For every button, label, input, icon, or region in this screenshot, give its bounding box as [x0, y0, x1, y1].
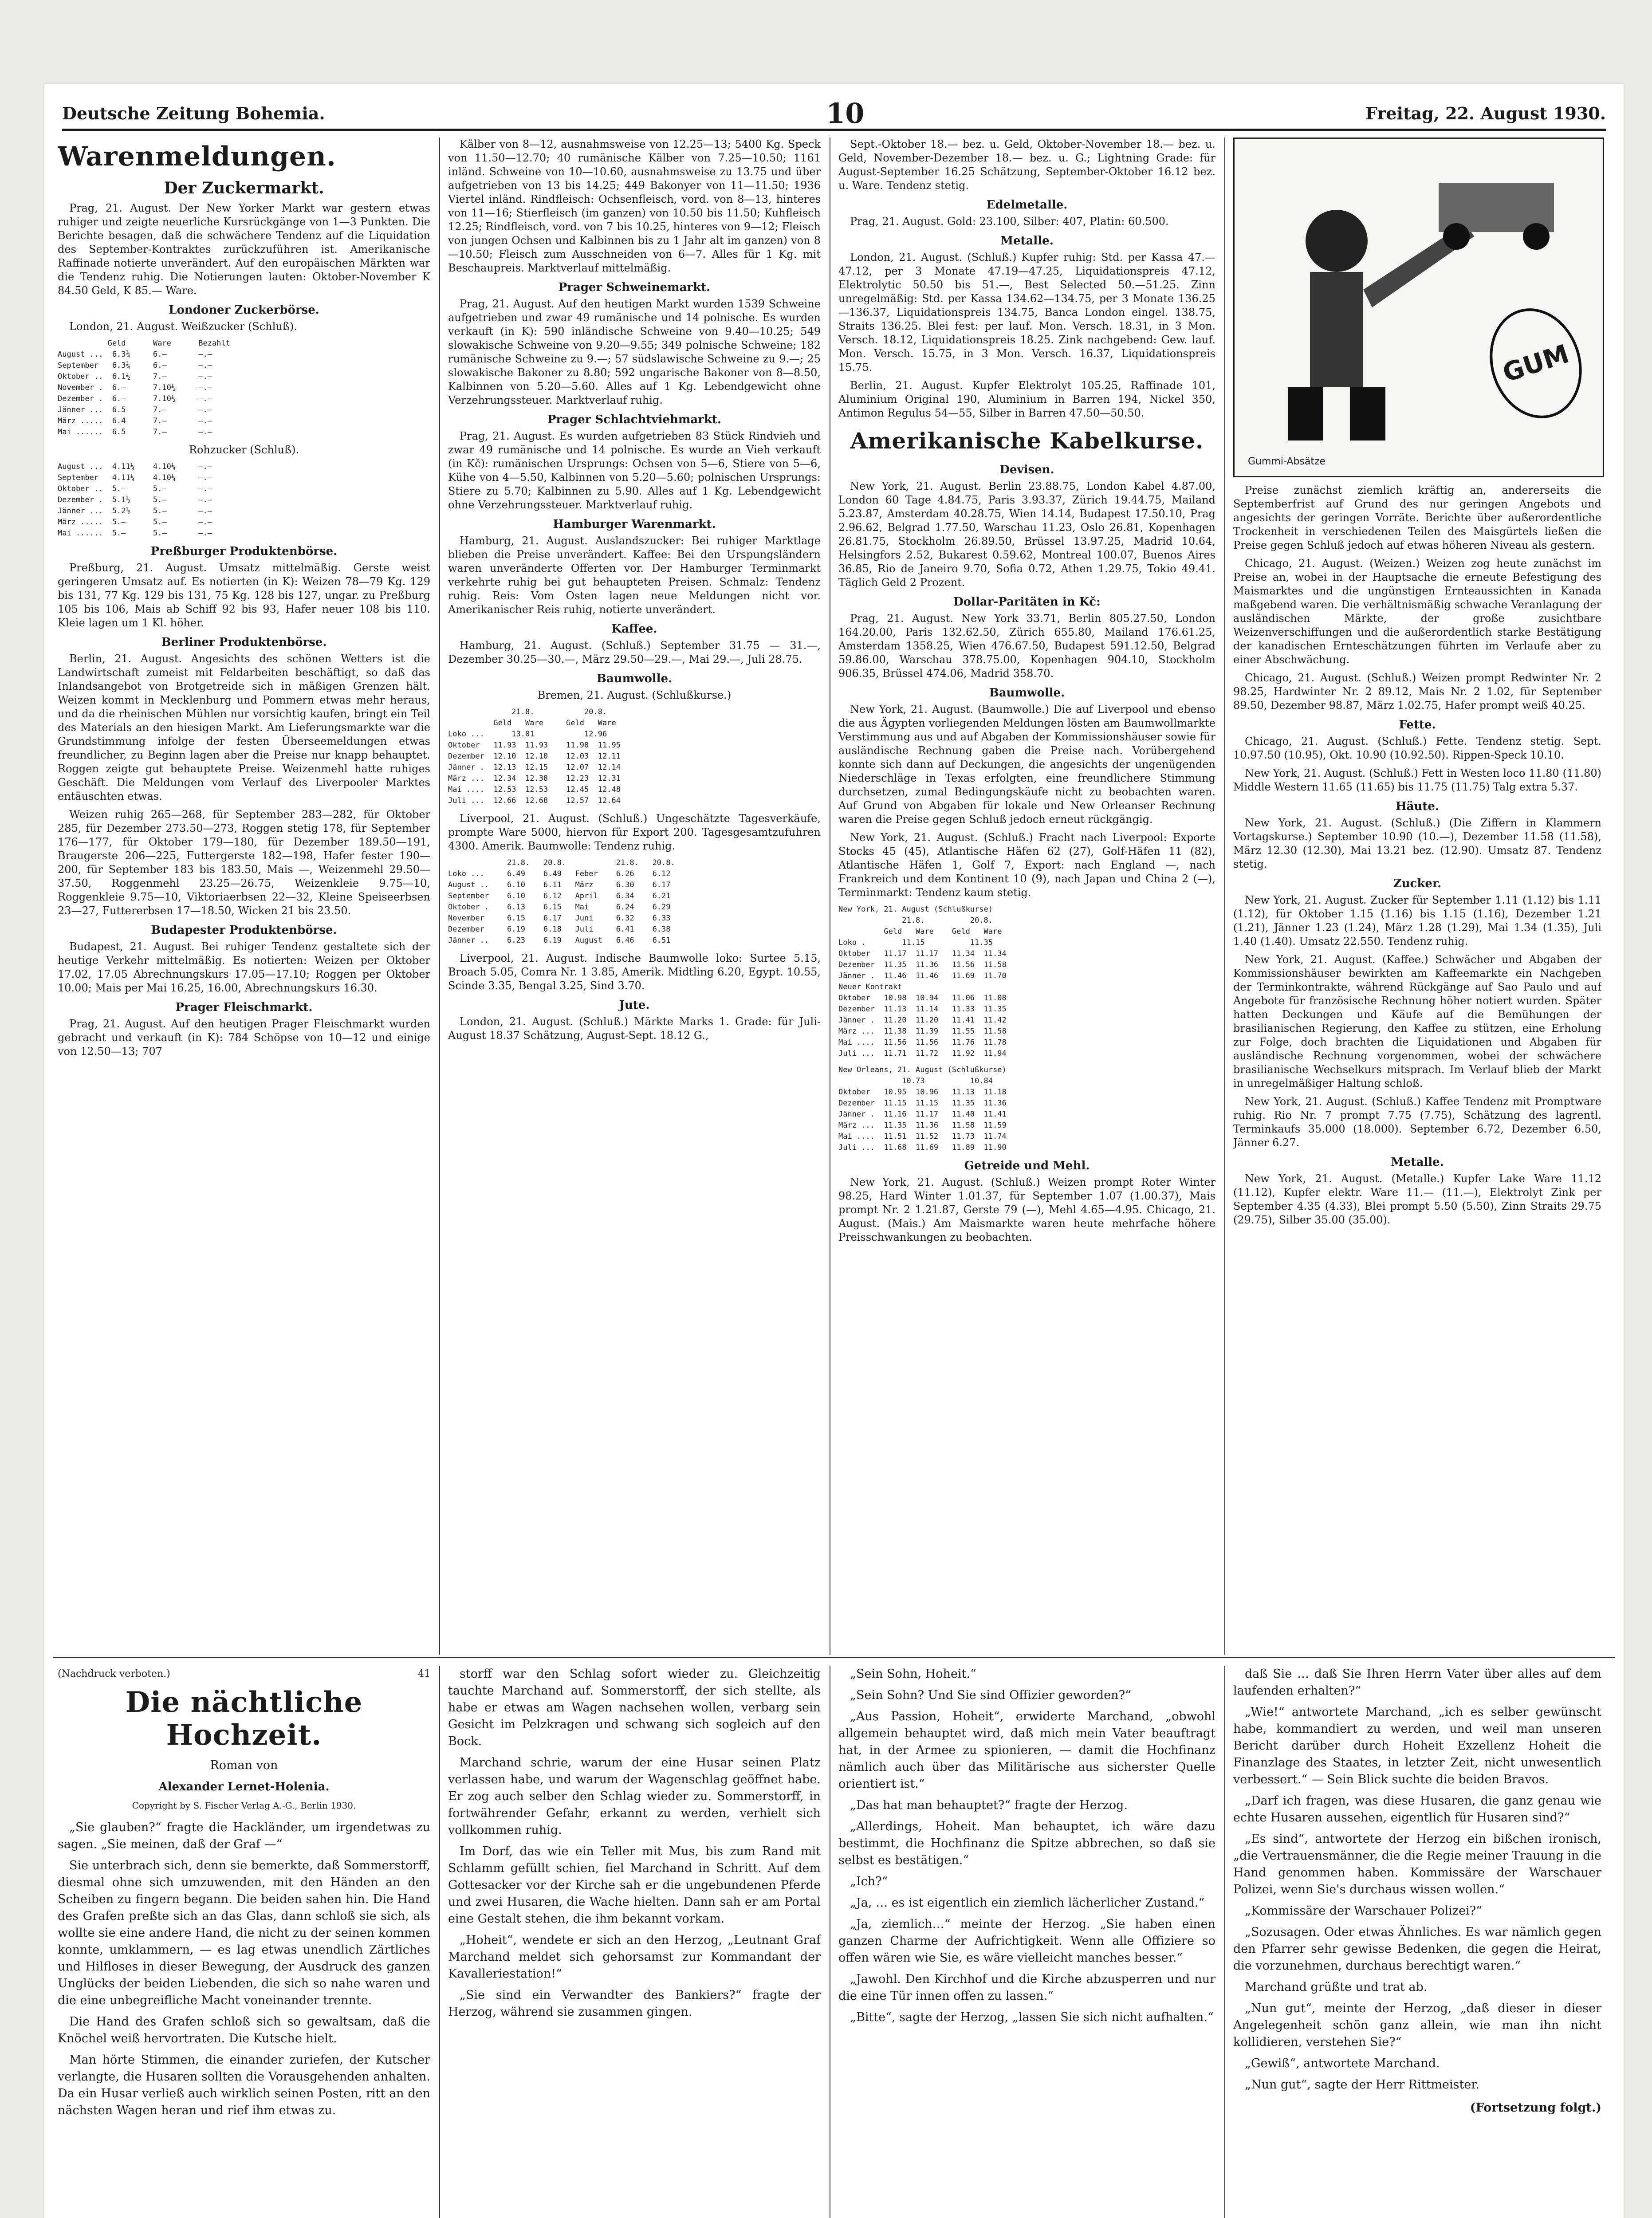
article-body: Sept.-Oktober 18.— bez. u. Geld, Oktober-November 18.— bez. u. Geld, November-Dezember 18.— bez. u. G.; Lightning Grade: für August-September 16.25 Schätzung, September-Oktober 16.12 bez. u. Ware. Tendenz stetig. — [838, 138, 1215, 192]
article-heading: Metalle. — [1391, 1156, 1444, 1169]
article-body: Weizen ruhig 265—268, für September 283—282, für Oktober 285, für Dezember 273.50—273, Roggen stetig 178, für September 176—177, für Oktober 179—180, für Dezember 189.50—191, Braugerste 206—225, Futtergerste 182—198, Hafer fester 190—200, für September 183 bis 183.50, Mais —, Weizenmehl 29.50—37.50, Roggenmehl 23.25—26.75, Weizenkleie 9.75—10, Roggenkleie 9.75—10, Viktoriaerbsen 22—32, Kleine Speiseerbsen 23—27, Futtererbsen 17—18.50, Wicken 21 bis 23.50. — [58, 808, 430, 917]
novel-paragraph: „Jawohl. Den Kirchhof und die Kirche abzusperren und nur die eine Tür innen offen zu lassen.“ — [838, 1972, 1215, 2003]
novel-paragraph: „Aus Passion, Hoheit“, erwiderte Marchand, „obwohl allgemein behauptet wird, daß mich mein Vater beauftragt hat, in der Armee zu spionieren, — damit die Hochfinanz nämlich auch über das Militärische aus sicherster Quelle orientiert ist.“ — [838, 1710, 1215, 1791]
article-body: Berlin, 21. August. Angesichts des schönen Wetters ist die Landwirtschaft zumeist mit Feldarbeiten beschäftigt, so daß das Inlandsangebot von Brotgetreide sich in mäßigen Grenzen hält. Weizen kommt in Mecklenburg und Pommern etwas mehr heraus, und da die rheinischen Mühlen nur vorsichtig kaufen, bringt ein Teil des Materials an den hiesigen Markt. Am Lieferungsmarkte war die Grundstimmung infolge der festen Überseemeldungen etwas freundlicher, zu Beginn lagen aber die Preise nur knapp behauptet. Roggen zeigte gut behauptete Preise. Weizenmehl hatte ruhiges Geschäft. Die Meldungen vom Verlauf des Liverpooler Marktes entäuschten etwas. — [58, 653, 430, 802]
article-body: Liverpool, 21. August. Indische Baumwolle loko: Surtee 5.15, Broach 5.05, Comra Nr. 1 3.85, Amerik. Midtling 6.20, Egypt. 10.55, Scinde 3.35, Bengal 3.25, Sind 3.70. — [448, 952, 821, 992]
market-column-4 — [1233, 484, 1601, 1655]
article-body: London, 21. August. (Schluß.) Märkte Marks 1. Grade: für Juli-August 18.37 Schätzung, August-Sept. 18.12 G., — [448, 1015, 821, 1042]
issue-date: Freitag, 22. August 1930. — [1365, 103, 1606, 123]
novel-paragraph: „Hoheit“, wendete er sich an den Herzog, „Leutnant Graf Marchand meldet sich gehorsamst zur Kommandant der Kavalleriestation!“ — [448, 1933, 821, 1981]
novel-paragraph: „Wie!“ antwortete Marchand, „ich es selber gewünscht habe, kommandiert zu werden, und weil man unseren Bericht darüber durch Hoheit Exzellenz Hoheit die Finanzlage des Staates, in letzter Zeit, nicht unwesentlich verbessert.“ — Sein Blick suchte die beiden Bravos. — [1233, 1705, 1601, 1786]
price-table: 21.8. 20.8. 21.8. 20.8. Loko ... 6.49 6.49 Feber 6.26 6.12 August .. 6.10 6.11 März 6.30 6.17 September 6.10 6.12 April 6.34 6.21 Oktober . 6.13 6.15 Mai 6.24 6.29 November 6.15 6.17 Juni 6.32 6.33 Dezember 6.19 6.18 Juli 6.41 6.38 Jänner .. 6.23 6.19 August 6.46 6.51 — [448, 858, 675, 945]
ad-caption: Gummi-Absätze — [1248, 456, 1326, 467]
novel-paragraph: „Ich?“ — [850, 1875, 888, 1888]
article-heading: Der Zuckermarkt. — [164, 179, 324, 197]
column-rule — [1224, 1666, 1225, 2218]
advertisement — [1233, 138, 1604, 477]
episode-number: 41 — [418, 1668, 430, 1679]
article-body: Chicago, 21. August. (Schluß.) Weizen prompt Redwinter Nr. 2 98.25, Hardwinter Nr. 2 89.12, Mais Nr. 2 1.02, für September 89.50, Dezember 98.87, März 1.02.75, Hafer prompt weiß 40.25. — [1233, 672, 1601, 712]
newspaper-page — [44, 84, 1624, 2218]
article-heading: Zucker. — [1393, 877, 1442, 890]
continued-notice: (Fortsetzung folgt.) — [1470, 2101, 1601, 2115]
novel-paragraph: Marchand schrie, warum der eine Husar seinen Platz verlassen habe, und warum der Wagenschlag geöffnet habe. Er zog auch selber den Schlag wieder zu. Sommerstorff, in fortwährender Gefahr, erkannt zu werden, verhielt sich vollkommen ruhig. — [448, 1756, 821, 1837]
article-heading: Jute. — [619, 999, 650, 1012]
article-body: Prag, 21. August. Der New Yorker Markt war gestern etwas ruhiger und zeigte neuerliche Kursrückgänge von 1—3 Punkten. Die Berichte besagen, daß die schwächere Tendenz auf die Liquidation des September-Kontraktes zurückzuführen ist. Amerikanische Raffinade notierte unverändert. Auf den europäischen Märkten war die Tendenz ruhig. Die Notierungen lauten: Oktober-November K 84.50 Geld, K 85.— Ware. — [58, 202, 430, 297]
article-body: Hamburg, 21. August. (Schluß.) September 31.75 — 31.—, Dezember 30.25—30.—, März 29.50—29.—, Mai 29.—, Juli 28.75. — [448, 639, 821, 665]
article-body: New York, 21. August. (Schluß.) Weizen prompt Roter Winter 98.25, Hard Winter 1.01.37, für September 1.07 (1.00.37), Mais prompt Nr. 2 1.21.87, Gerste 79 (—), Mehl 4.65—4.95. Chicago, 21. August. (Mais.) Am Maismarkte waren heute mehrfache höhere Preisschwankungen zu beobachten. — [838, 1176, 1215, 1243]
article-heading: Dollar-Paritäten in Kč: — [953, 595, 1101, 609]
novel-paragraph: „Sozusagen. Oder etwas Ähnliches. Es war nämlich gegen den Pfarrer sehr gewisse Bedenken, die gegen die Heirat, die vorzunehmen, durchaus berechtigt waren.“ — [1233, 1925, 1601, 1973]
article-heading: Preßburger Produktenbörse. — [150, 545, 338, 558]
article-body: Bremen, 21. August. (Schlußkurse.) — [537, 689, 732, 701]
article-body: Prag, 21. August. New York 33.71, Berlin 805.27.50, London 164.20.00, Paris 132.62.50, Zürich 655.80, Mailand 176.61.25, Amsterdam 1358.25, Wien 476.67.50, Budapest 591.12.50, Belgrad 59.86.00, Warschau 378.75.00, Kopenhagen 904.10, Stockholm 906.35, Brüssel 474.06, Madrid 358.70. — [838, 612, 1215, 680]
article-body: London, 21. August. (Schluß.) Kupfer ruhig: Std. per Kassa 47.—47.12, per 3 Monate 47.19—47.25, Liquidationspreis 47.12, Elektrolytic 50.50 bis 51.—, Best Selected 50.—51.25. Zinn unregelmäßig: Std. per Kassa 134.62—134.75, per 3 Monate 136.25—136.37, Liquidationspreis 134.75, Banca London eingel. 138.75, Straits 136.25. Blei fest: per lauf. Mon. Versch. 18.31, in 3 Mon. Versch. 18.12, Liquidationspreis 18.25. Zink nachgebend: Gew. lauf. Mon. Versch. 15.75, in 3 Mon. Versch. 16.37, Liquidationspreis 15.75. — [838, 251, 1215, 374]
novel-paragraph: Sie unterbrach sich, denn sie bemerkte, daß Sommerstorff, diesmal ohne sich umzuwenden, mit den Händen an den Scheiben zu fingern begann. Die beiden sahen hin. Die Hand des Grafen preßte sich an das Glas, dann schloß sie sich, als wollte sie eine andere Hand, die nicht zu der seinen kommen konnte, umklammern, — es lag etwas unendlich Zärtliches und Hilfloses in dieser Bewegung, der Ausdruck des ganzen Unglücks der beiden Liebenden, die sich so nahe waren und die eine unbegreifliche Macht voneinander trennte. — [58, 1859, 430, 2007]
market-column-1 — [58, 138, 430, 1655]
article-heading: Berliner Produktenbörse. — [161, 636, 327, 649]
novel-title: Die nächtliche Hochzeit. — [125, 1686, 363, 1752]
article-body: New York, 21. August. (Schluß.) Fracht nach Liverpool: Exporte Stocks 45 (45), Atlantische Häfen 62 (27), Golf-Häfen 11 (82), Atlantische Häfen 1, Golf 7, Export: nach England —, nach Frankreich und dem Kontinent 10 (9), nach Japan und China 2 (—), Terminmarkt: Tendenz kaum stetig. — [838, 831, 1215, 899]
novel-column-1 — [58, 1666, 430, 2218]
novel-header — [58, 1666, 430, 1683]
novel-paragraph: storff war den Schlag sofort wieder zu. Gleichzeitig tauchte Marchand auf. Sommerstorff, der sich stellte, als habe er etwas am Wagen nachsehen wollen, verbarg sein Gesicht im Pelzkragen und schwang sich sogleich auf den Bock. — [448, 1667, 821, 1748]
novel-column-2 — [448, 1666, 821, 2218]
novel-paragraph: „Gewiß“, antwortete Marchand. — [1245, 2057, 1440, 2070]
article-heading: Devisen. — [999, 463, 1054, 476]
article-heading: Getreide und Mehl. — [964, 1159, 1090, 1172]
novel-paragraph: Die Hand des Grafen schloß sich so gewaltsam, daß die Knöchel weiß hervortraten. Die Kutsche hielt. — [58, 2015, 430, 2045]
column-rule — [439, 138, 440, 1655]
column-rule — [439, 1666, 440, 2218]
page-number: 10 — [826, 97, 865, 130]
article-body: Rohzucker (Schluß). — [189, 444, 299, 456]
article-body: New York, 21. August. Berlin 23.88.75, London Kabel 4.87.00, London 60 Tage 4.84.75, Paris 3.93.37, Zürich 19.44.75, Mailand 5.23.87, Amsterdam 40.28.75, Wien 14.14, Budapest 17.50.10, Prag 2.96.62, Belgrad 1.77.50, Warschau 11.23, Oslo 26.81, Kopenhagen 26.81.75, Stockholm 26.89.50, Brüssel 13.97.25, Madrid 10.64, Helsingfors 2.52, Bukarest 0.59.62, Montreal 100.07, Buenos Aires 36.85, Rio de Janeiro 9.70, Sofia 0.72, Athen 1.29.75, Tokio 49.41. Täglich Geld 2 Prozent. — [838, 480, 1215, 589]
article-body: Budapest, 21. August. Bei ruhiger Tendenz gestaltete sich der heutige Verkehr mittelmäßig. Es notierten: Weizen per Oktober 17.02, 17.05 Abrechnungskurs 17.05—17.10; Roggen per Oktober 10.00; Mais per Mai 16.25, 16.00, Abrechnungskurs 16.30. — [58, 940, 430, 994]
section-divider — [53, 1657, 1615, 1658]
novel-paragraph: „Es sind“, antwortete der Herzog ein bißchen ironisch, „die Vertrauensmänner, die die Regie meiner Trauung in die Hand genommen haben. Kommissäre der Warschauer Polizei, wenn Sie's durchaus wissen wollen.“ — [1233, 1832, 1601, 1896]
article-body: London, 21. August. Weißzucker (Schluß). — [69, 320, 297, 333]
article-heading: Prager Schweinemarkt. — [558, 281, 711, 294]
article-heading: Häute. — [1396, 800, 1439, 813]
article-body: New York, 21. August. (Kaffee.) Schwächer und Abgaben der Kommissionshäuser bewirkten am Kaffeemarkte ein Nachgeben der Terminkontrakte, während Rückgänge auf Sao Paulo und auf Angebote für französische Rechnung höher notiert wurden. Später hatten Deckungen und Käufe auf die Bemühungen der brasilianischen Regierung, den Kaffee zu stützen, eine Erholung zur Folge, doch brachten die Liquidationen und Abgaben für ausländische Rechnung vorgenommen, wobei der schwächere brasilianische Wechselkurs mitsprach. Im Verlauf blieb der Markt in unregelmäßiger Haltung schloß. — [1233, 953, 1601, 1089]
novel-paragraph: „Ja, ziemlich…“ meinte der Herzog. „Sie haben einen ganzen Charme der Aufrichtigkeit. Wenn alle Offiziere so offen wären wie Sie, es wäre vielleicht manches besser.“ — [838, 1917, 1215, 1965]
price-table: New Orleans, 21. August (Schlußkurse) 10.73 10.84 Oktober 10.95 10.96 11.13 11.18 Dezember 11.15 11.15 11.35 11.36 Jänner . 11.16 11.17 11.40 11.41 März ... 11.35 11.36 11.58 11.59 Mai .... 11.51 11.52 11.73 11.74 Juli ... 11.68 11.69 11.89 11.90 — [838, 1066, 1007, 1152]
novel-paragraph: „Ja, … es ist eigentlich ein ziemlich lächerlicher Zustand.“ — [850, 1896, 1205, 1910]
article-heading: Metalle. — [1000, 234, 1054, 248]
novel-subtitle: Roman von — [210, 1758, 278, 1772]
article-heading: Fette. — [1399, 718, 1436, 731]
article-heading: Baumwolle. — [596, 672, 673, 685]
novel-paragraph: „Das hat man behauptet?“ fragte der Herzog. — [850, 1798, 1128, 1812]
price-table: Geld Ware Bezahlt August ... 6.3¾ 6.— —.— September 6.3¾ 6.— —.— Oktober .. 6.1½ 7.— —.— November . 6.— 7.10½ —.— Dezember . 6.— 7.10½ —.— Jänner ... 6.5 7.— —.— März ..... 6.4 7.— —.— Mai ...... 6.5 7.— —.— — [58, 339, 230, 437]
article-heading: Prager Schlachtviehmarkt. — [547, 413, 722, 426]
price-table: 21.8. 20.8. Geld Ware Geld Ware Loko ... 13.01 12.96 Oktober 11.93 11.93 11.90 11.95 Dezember 12.10 12.10 12.03 12.11 Jänner . 12.13 12.15 12.07 12.14 März ... 12.34 12.38 12.23 12.31 Mai .... 12.53 12.53 12.45 12.48 Juli ... 12.66 12.68 12.57 12.64 — [448, 708, 621, 805]
article-body: Liverpool, 21. August. (Schluß.) Ungeschätzte Tagesverkäufe, prompte Ware 5000, hiervon für Export 200. Tagesgesamtzufuhren 4300. Amerik. Baumwolle: Tendenz ruhig. — [448, 812, 821, 852]
novel-paragraph: Marchand grüßte und trat ab. — [1245, 1980, 1428, 1994]
article-body: Hamburg, 21. August. Auslandszucker: Bei ruhiger Marktlage blieben die Preise unverändert. Kaffee: Bei den Urspungsländern waren unveränderte Offerten vor. Der Hamburger Terminmarkt verkehrte ruhig bei gut behaupteten Preisen. Schmalz: Tendenz ruhig. Reis: Vom Osten lagen neue Meldungen nicht vor. Amerikanischer Reis ruhig, notierte unverändert. — [448, 535, 821, 616]
article-heading: Londoner Zuckerbörse. — [169, 303, 319, 317]
article-body: New York, 21. August. Zucker für September 1.11 (1.12) bis 1.11 (1.12), für Oktober 1.15 (1.16) bis 1.15 (1.16), Dezember 1.21 (1.21), Jänner 1.23 (1.24), März 1.28 (1.29), Mai 1.34 (1.35), Juli 1.40 (1.40). Umsatz 22.550. Tendenz ruhig. — [1233, 894, 1601, 948]
copyright-line: Copyright by S. Fischer Verlag A.-G., Berlin 1930. — [132, 1800, 356, 1811]
novel-column-3 — [838, 1666, 1215, 2218]
novel-paragraph: „Sie sind ein Verwandter des Bankiers?“ fragte der Herzog, während sie zusammen gingen. — [448, 1988, 821, 2019]
article-body: Chicago, 21. August. (Weizen.) Weizen zog heute zunächst im Preise an, wobei in der Hauptsache die erneute Befestigung des Maismarktes und die ungünstigen Ernteaussichten in Kanada maßgebend waren. Die verhältnismäßig schwache Veranlagung der ausländischen Märkte, der große zusichtbare Weizenverschiffungen und die außerordentlich starke Bestätigung der kanadischen Ernteschätzungen führten im Verlaufe aber zu einer Abschwächung. — [1233, 557, 1601, 666]
article-body: Chicago, 21. August. (Schluß.) Fette. Tendenz stetig. Sept. 10.97.50 (10.95), Okt. 10.90 (10.92.50). Rippen-Speck 10.10. — [1233, 735, 1601, 761]
article-body: Preßburg, 21. August. Umsatz mittelmäßig. Gerste weist geringeren Umsatz auf. Es notierten (in K): Weizen 78—79 Kg. 129 bis 131, 77 Kg. 129 bis 131, 75 Kg. 128 bis 127, ungar. zu Preßburg 105 bis 106, Mais ab Schiff 92 bis 93, Hafer neuer 108 bis 110. Kleie lagen um 1 Kl. höher. — [58, 562, 430, 629]
running-head — [62, 98, 1606, 131]
article-body: Kälber von 8—12, ausnahmsweise von 12.25—13; 5400 Kg. Speck von 11.50—12.70; 40 rumänische Kälber von 7.25—10.50; 1161 inländ. Schweine von 10—10.60, ausnahmsweise zu 13.75 und über aufgetrieben von 13 bis 14.25; 449 Bakonyer von 11—11.50; 1936 Viertel inländ. Rindfleisch: Ochsenfleisch, vord. von 8—13, hinteres von 11—16; Stierfleisch (im ganzen) von 10.50 bis 11.50; Kuhfleisch 12.25; Rindfleisch, vord. von 7 bis 10.25, hinteres von 9—12; Fleisch von jungen Ochsen und Kalbinnen bis zu 1 Jahr alt im ganzen) von 8—10.50; Fleisch zum Ausschneiden von 6—7. Alles für 1 Kg. mit Beschaupreis. Marktverlauf mittelmäßig. — [448, 138, 821, 274]
novel-paragraph: „Nun gut“, meinte der Herzog, „daß dieser in dieser Angelegenheit schön ganz allein, wie man ihn nicht kollidieren, verstehen Sie?“ — [1233, 2002, 1601, 2049]
article-heading: Edelmetalle. — [986, 198, 1068, 212]
section-title: Warenmeldungen. — [58, 141, 336, 172]
article-heading: Kaffee. — [611, 622, 657, 636]
ad-illustration — [1235, 139, 1603, 476]
article-body: Prag, 21. August. Auf den heutigen Prager Fleischmarkt wurden gebracht und verkauft (in K): 784 Schöpse von 10—12 und einige von 12.50—13; 707 — [58, 1018, 430, 1058]
novel-paragraph: „Kommissäre der Warschauer Polizei?“ — [1245, 1904, 1483, 1918]
novel-paragraph: „Sie glauben?“ fragte die Hackländer, um irgendetwas zu sagen. „Sie meinen, daß der Graf —“ — [58, 1821, 430, 1851]
article-heading: Baumwolle. — [989, 686, 1065, 700]
column-rule — [1224, 138, 1225, 1655]
novel-paragraph: „Sein Sohn, Hoheit.“ — [850, 1667, 976, 1681]
novel-paragraph: Man hörte Stimmen, die einander zuriefen, der Kutscher verlangte, die Husaren sollten die Vorausgehenden anhalten. Da ein Husar verließ auch wirklich seinen Posten, ritt an den nächsten Wagen heran und rief ihm etwas zu. — [58, 2053, 430, 2117]
article-body: New York, 21. August. (Baumwolle.) Die auf Liverpool und ebenso die aus Ägypten vorliegenden Meldungen lösten am Baumwollmarkte Verstimmung aus und auf Abgaben der Kommissionshäuser sowie für ausländische Rechnung gaben die Preise nach. Vorübergehend konnte sich dann auf Deckungen, die angesichts der ungenügenden Niederschläge in Texas erfolgten, eine freundlichere Stimmung durchsetzen, zumal Bedingungskäufe nicht zu beobachten waren. Auf Grund von Abgaben für lokale und New Orleanser Rechnung waren die Preise gegen Schluß jedoch erneut rückgängig. — [838, 703, 1215, 826]
novel-column-4 — [1233, 1666, 1601, 2218]
market-column-3 — [838, 138, 1215, 1655]
market-column-2 — [448, 138, 821, 1655]
article-heading: Hamburger Warenmarkt. — [553, 518, 716, 531]
article-body: Prag, 21. August. Es wurden aufgetrieben 83 Stück Rindvieh und zwar 49 rumänische und 14 polnische. Es wurde an Vieh verkauft (in Kč): rumänischen Ursprungs: Ochsen von 5—6, Stiere von 5—6, Kühe von 4—5.50, Kalbinnen von 5.20—5.60; polnischen Ursprungs: Stiere zu 5.70; Kalbinnen zu 5.90. Alles auf 1 Kg. Lebendgewicht ohne Verzehrungssteuer. Marktverlauf ruhig. — [448, 430, 821, 511]
novel-paragraph: „Bitte“, sagte der Herzog, „lassen Sie sich nicht aufhalten.“ — [850, 2010, 1214, 2024]
novel-author: Alexander Lernet-Holenia. — [158, 1780, 330, 1793]
article-body: Prag, 21. August. Gold: 23.100, Silber: 407, Platin: 60.500. — [850, 215, 1169, 228]
article-body: New York, 21. August. (Schluß.) Kaffee Tendenz mit Promptware ruhig. Rio Nr. 7 prompt 7.75 (7.75), Schätzung des lagrentl. Terminkaufs 35.000 (18.000). September 6.72, Dezember 6.50, Jänner 6.27. — [1233, 1095, 1601, 1149]
article-heading: Budapester Produktenbörse. — [151, 924, 337, 937]
novel-paragraph: „Nun gut“, sagte der Herr Rittmeister. — [1245, 2078, 1479, 2092]
article-body: New York, 21. August. (Metalle.) Kupfer Lake Ware 11.12 (11.12), Kupfer elektr. Ware 11.— (11.—), Elektrolyt Zink per September 4.35 (4.33), Blei prompt 5.50 (5.50), Zinn Straits 29.75 (29.75), Silber 35.00 (35.00). — [1233, 1172, 1601, 1226]
reprint-notice: (Nachdruck verboten.) — [58, 1668, 170, 1679]
article-body: New York, 21. August. (Schluß.) (Die Ziffern in Klammern Vortagskurse.) September 10.90 (10.—), Dezember 11.58 (11.58), März 12.30 (12.30), Mai 13.21 bez. (12.90). Umsatz 87. Tendenz stetig. — [1233, 817, 1601, 870]
novel-paragraph: Im Dorf, das wie ein Teller mit Mus, bis zum Rand mit Schlamm gefüllt schien, fiel Marchand in Schritt. Auf dem Gottesacker vor der Kirche sah er die ungebundenen Pferde und zwei Husaren, die Wache hielten. Dann sah er am Portal eine Gestalt stehen, die ihm bekannt vorkam. — [448, 1844, 821, 1926]
publication-name: Deutsche Zeitung Bohemia. — [62, 103, 325, 123]
price-table: New York, 21. August (Schlußkurse) 21.8. 20.8. Geld Ware Geld Ware Loko . 11.15 11.35 Oktober 11.17 11.17 11.34 11.34 Dezember 11.35 11.36 11.56 11.58 Jänner . 11.46 11.46 11.69 11.70 Neuer Kontrakt Oktober 10.98 10.94 11.06 11.08 Dezember 11.13 11.14 11.33 11.35 Jänner . 11.20 11.20 11.41 11.42 März ... 11.38 11.39 11.55 11.58 Mai .... 11.56 11.56 11.76 11.78 Juli ... 11.71 11.72 11.92 11.94 — [838, 905, 1007, 1058]
article-heading: Prager Fleischmarkt. — [175, 1001, 313, 1014]
article-body: Berlin, 21. August. Kupfer Elektrolyt 105.25, Raffinade 101, Aluminium Original 190, Aluminium in Barren 194, Nickel 350, Antimon Regulus 54—55, Silber in Barren 47.50—50.50. — [838, 379, 1215, 419]
novel-paragraph: „Darf ich fragen, was diese Husaren, die ganz genau wie echte Husaren aussehen, eigentlich für Husaren sind?“ — [1233, 1794, 1601, 1825]
article-body: Prag, 21. August. Auf den heutigen Markt wurden 1539 Schweine aufgetrieben und zwar 49 rumänische und 14 polnische. Es wurden verkauft (in K): 590 inländische Schweine von 9.40—10.25; 549 slowakische Schweine von 9.20—9.55; 349 polnische Schweine; 182 rumänische Schweine zu 9.—; 57 südslawische Schweine zu 9.—; 25 slowakische Bakoner zu 8.80; 592 ungarische Bakoner von 8—8.50, Kalbinnen von 5.20—5.60. Alles auf 1 Kg. Lebendgewicht ohne Verzehrungssteuer. Marktverlauf ruhig. — [448, 298, 821, 406]
brand-logo: GUM — [1476, 296, 1596, 430]
novel-paragraph: „Allerdings, Hoheit. Man behauptet, ich wäre dazu bestimmt, die Hochfinanz die Spitze abbrechen, so daß sie selbst es bestätigen.“ — [838, 1820, 1215, 1867]
article-body: New York, 21. August. (Schluß.) Fett in Westen loco 11.80 (11.80) Middle Western 11.65 (11.65) bis 11.75 (11.75) Talg extra 5.37. — [1233, 767, 1601, 793]
price-table: August ... 4.11¼ 4.10¼ —.— September 4.11¼ 4.10¼ —.— Oktober .. 5.— 5.— —.— Dezember . 5.1½ 5.— —.— Jänner ... 5.2½ 5.— —.— März ..... 5.— 5.— —.— Mai ...... 5.— 5.— —.— — [58, 462, 212, 538]
article-body: Preise zunächst ziemlich kräftig an, andererseits die Septemberfrist auf Grund des nur geringen Angebots und angesichts der geringen Vorräte. Berichte über außerordentliche Trockenheit in verschiedenen Teilen des Maisgürtels ließen die Preise gegen Schluß jedoch auf etwas höheren Niveau als gestern. — [1233, 484, 1601, 551]
novel-paragraph: „Sein Sohn? Und Sie sind Offizier geworden?“ — [850, 1688, 1131, 1702]
section-title: Amerikanische Kabelkurse. — [850, 428, 1204, 454]
novel-paragraph: daß Sie … daß Sie Ihren Herrn Vater über alles auf dem laufenden erhalten?“ — [1233, 1667, 1601, 1698]
